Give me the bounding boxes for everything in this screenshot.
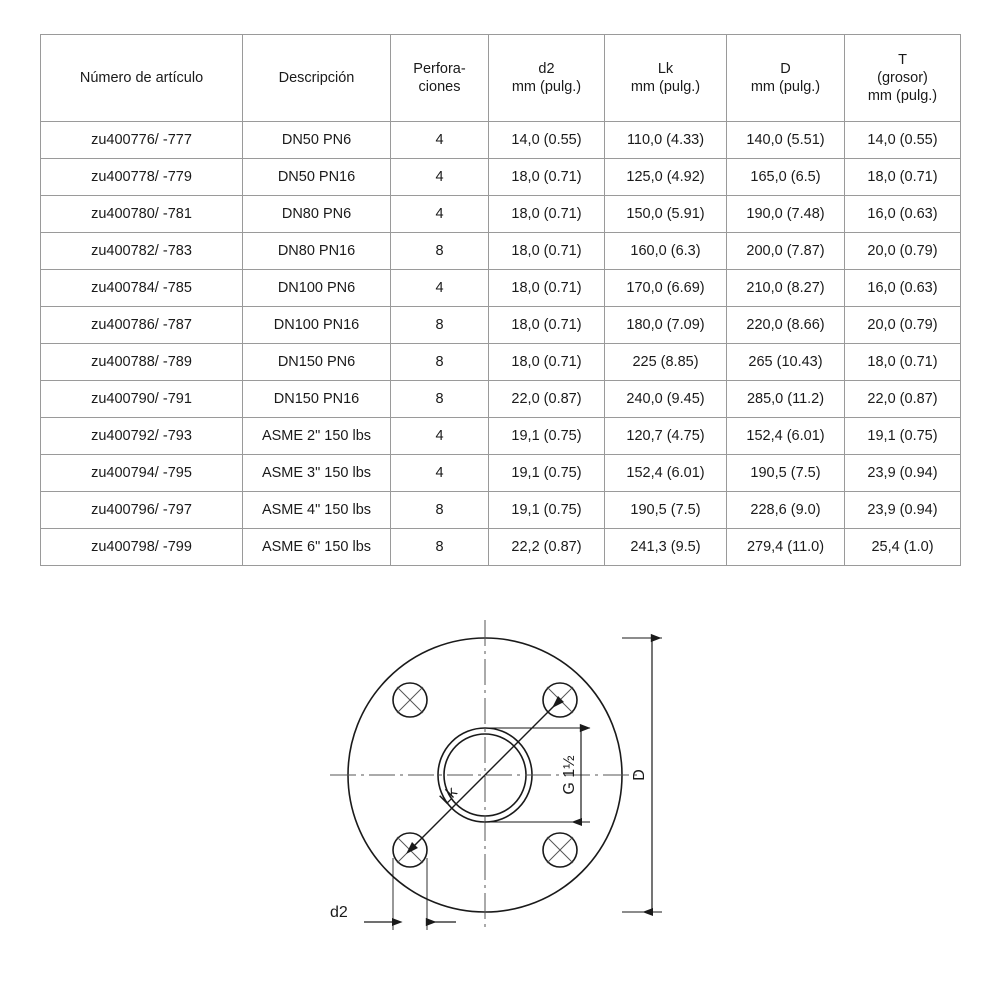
cell-descripcion: DN80 PN6 (243, 196, 391, 233)
cell-articulo: zu400794/ -795 (41, 455, 243, 492)
lk-label: Lk (436, 783, 461, 808)
cell-lk: 225 (8.85) (605, 344, 727, 381)
column-header-articulo: Número de artículo (41, 35, 243, 122)
specification-table (40, 34, 961, 566)
cell-t: 22,0 (0.87) (845, 381, 961, 418)
cell-descripcion: ASME 6" 150 lbs (243, 529, 391, 566)
cell-lk: 240,0 (9.45) (605, 381, 727, 418)
cell-t: 18,0 (0.71) (845, 344, 961, 381)
table-row (41, 159, 961, 196)
cell-perforaciones: 4 (391, 455, 489, 492)
column-header-d2: d2 mm (pulg.) (489, 35, 605, 122)
table-body (41, 122, 961, 566)
cell-lk: 190,5 (7.5) (605, 492, 727, 529)
cell-articulo: zu400782/ -783 (41, 233, 243, 270)
cell-lk: 120,7 (4.75) (605, 418, 727, 455)
cell-lk: 160,0 (6.3) (605, 233, 727, 270)
cell-t: 16,0 (0.63) (845, 270, 961, 307)
cell-perforaciones: 8 (391, 344, 489, 381)
cell-d: 190,5 (7.5) (727, 455, 845, 492)
cell-t: 25,4 (1.0) (845, 529, 961, 566)
cell-articulo: zu400780/ -781 (41, 196, 243, 233)
table-row (41, 196, 961, 233)
cell-perforaciones: 8 (391, 381, 489, 418)
cell-d2: 22,0 (0.87) (489, 381, 605, 418)
table-row (41, 529, 961, 566)
cell-t: 20,0 (0.79) (845, 307, 961, 344)
cell-descripcion: DN80 PN16 (243, 233, 391, 270)
cell-descripcion: DN150 PN6 (243, 344, 391, 381)
flange-drawing-svg (300, 600, 720, 960)
thread-label: G 1½ (561, 755, 578, 795)
cell-articulo: zu400786/ -787 (41, 307, 243, 344)
table-row (41, 344, 961, 381)
cell-d2: 19,1 (0.75) (489, 455, 605, 492)
cell-descripcion: DN150 PN16 (243, 381, 391, 418)
cell-d2: 18,0 (0.71) (489, 196, 605, 233)
cell-articulo: zu400790/ -791 (41, 381, 243, 418)
cell-t: 23,9 (0.94) (845, 455, 961, 492)
cell-articulo: zu400796/ -797 (41, 492, 243, 529)
cell-lk: 110,0 (4.33) (605, 122, 727, 159)
cell-d: 210,0 (8.27) (727, 270, 845, 307)
cell-perforaciones: 4 (391, 196, 489, 233)
cell-articulo: zu400776/ -777 (41, 122, 243, 159)
cell-d: 200,0 (7.87) (727, 233, 845, 270)
cell-d: 140,0 (5.51) (727, 122, 845, 159)
table-header (41, 35, 961, 122)
cell-d: 285,0 (11.2) (727, 381, 845, 418)
cell-d2: 18,0 (0.71) (489, 233, 605, 270)
cell-d: 228,6 (9.0) (727, 492, 845, 529)
cell-perforaciones: 4 (391, 122, 489, 159)
cell-lk: 170,0 (6.69) (605, 270, 727, 307)
table-header-row (41, 35, 961, 122)
table-row (41, 381, 961, 418)
cell-lk: 180,0 (7.09) (605, 307, 727, 344)
column-header-perforaciones: Perfora- ciones (391, 35, 489, 122)
cell-descripcion: ASME 3" 150 lbs (243, 455, 391, 492)
cell-d2: 18,0 (0.71) (489, 344, 605, 381)
cell-perforaciones: 4 (391, 270, 489, 307)
cell-t: 18,0 (0.71) (845, 159, 961, 196)
cell-descripcion: DN100 PN16 (243, 307, 391, 344)
cell-descripcion: DN50 PN16 (243, 159, 391, 196)
cell-lk: 150,0 (5.91) (605, 196, 727, 233)
table-row (41, 270, 961, 307)
specification-table-container (40, 34, 960, 566)
cell-d2: 14,0 (0.55) (489, 122, 605, 159)
cell-t: 20,0 (0.79) (845, 233, 961, 270)
cell-perforaciones: 4 (391, 159, 489, 196)
cell-d: 190,0 (7.48) (727, 196, 845, 233)
table-row (41, 455, 961, 492)
cell-d: 165,0 (6.5) (727, 159, 845, 196)
column-header-d: D mm (pulg.) (727, 35, 845, 122)
cell-descripcion: DN100 PN6 (243, 270, 391, 307)
cell-d: 265 (10.43) (727, 344, 845, 381)
cell-lk: 125,0 (4.92) (605, 159, 727, 196)
cell-d2: 18,0 (0.71) (489, 270, 605, 307)
cell-d: 152,4 (6.01) (727, 418, 845, 455)
cell-articulo: zu400788/ -789 (41, 344, 243, 381)
cell-d: 220,0 (8.66) (727, 307, 845, 344)
cell-t: 14,0 (0.55) (845, 122, 961, 159)
table-row (41, 307, 961, 344)
d2-label: d2 (330, 904, 348, 921)
cell-perforaciones: 8 (391, 233, 489, 270)
cell-descripcion: ASME 4" 150 lbs (243, 492, 391, 529)
cell-articulo: zu400792/ -793 (41, 418, 243, 455)
cell-d2: 19,1 (0.75) (489, 418, 605, 455)
cell-perforaciones: 8 (391, 307, 489, 344)
cell-perforaciones: 8 (391, 529, 489, 566)
cell-d2: 18,0 (0.71) (489, 159, 605, 196)
cell-d: 279,4 (11.0) (727, 529, 845, 566)
cell-t: 23,9 (0.94) (845, 492, 961, 529)
flange-technical-drawing (300, 600, 720, 960)
cell-d2: 18,0 (0.71) (489, 307, 605, 344)
cell-descripcion: DN50 PN6 (243, 122, 391, 159)
cell-descripcion: ASME 2" 150 lbs (243, 418, 391, 455)
cell-articulo: zu400784/ -785 (41, 270, 243, 307)
column-header-lk: Lk mm (pulg.) (605, 35, 727, 122)
table-row (41, 122, 961, 159)
cell-perforaciones: 8 (391, 492, 489, 529)
cell-lk: 241,3 (9.5) (605, 529, 727, 566)
d-label: D (631, 769, 648, 781)
cell-t: 16,0 (0.63) (845, 196, 961, 233)
table-row (41, 418, 961, 455)
cell-lk: 152,4 (6.01) (605, 455, 727, 492)
cell-t: 19,1 (0.75) (845, 418, 961, 455)
cell-articulo: zu400778/ -779 (41, 159, 243, 196)
table-row (41, 492, 961, 529)
cell-d2: 19,1 (0.75) (489, 492, 605, 529)
column-header-descripcion: Descripción (243, 35, 391, 122)
column-header-t: T (grosor) mm (pulg.) (845, 35, 961, 122)
cell-d2: 22,2 (0.87) (489, 529, 605, 566)
cell-perforaciones: 4 (391, 418, 489, 455)
table-row (41, 233, 961, 270)
cell-articulo: zu400798/ -799 (41, 529, 243, 566)
